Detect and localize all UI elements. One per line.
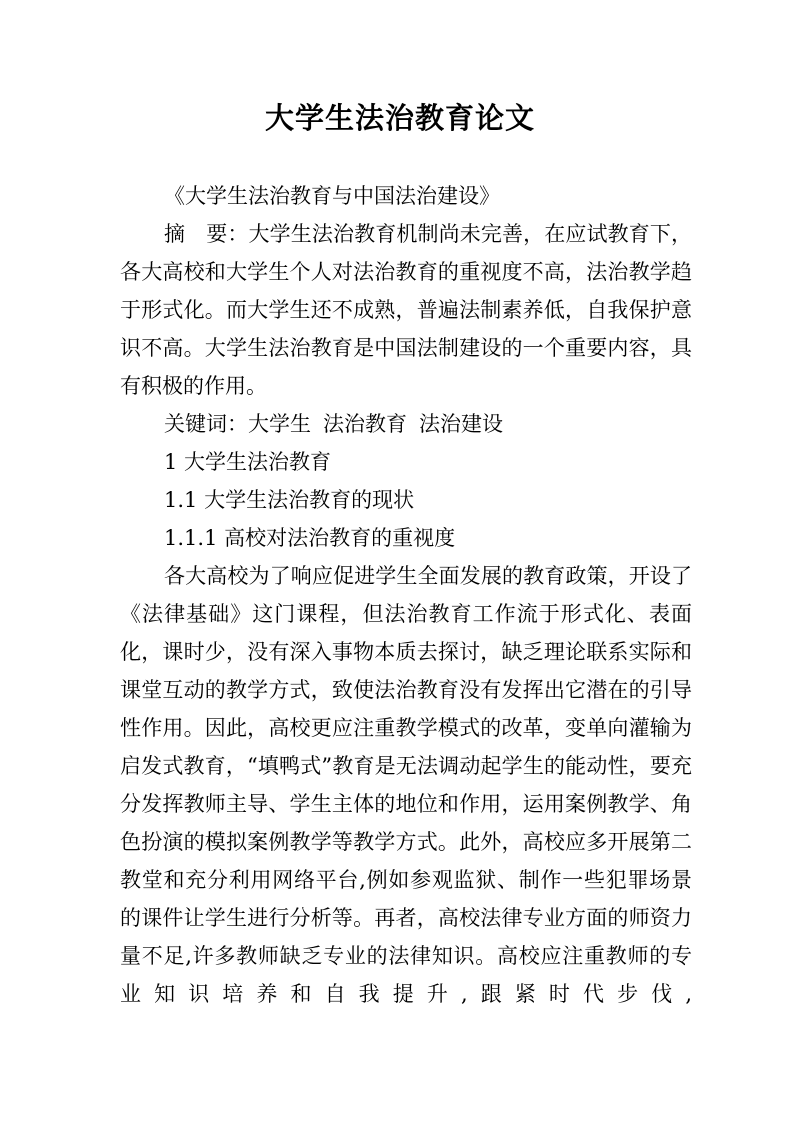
- heading-section-1-1: 1.1 大学生法治教育的现状: [164, 488, 415, 512]
- keyword-item: 法治建设: [419, 412, 503, 436]
- paper-subtitle: 《大学生法治教育与中国法治建设》: [164, 184, 500, 208]
- document-body: [120, 177, 692, 1013]
- keywords-label: 关键词：: [164, 412, 248, 436]
- body-paragraph: 各大高校为了响应促进学生全面发展的教育政策，开设了《法律基础》这门课程，但法治教育工作流于形式化、表面化，课时少，没有深入事物本质去探讨，缺乏理论联系实际和课堂互动的教学方式，致使法治教育没有发挥出它潜在的引导性作用。因此，高校更应注重教学模式的改革，变单向灌输为启发式教育，“填鸭式”教育是无法调动起学生的能动性，要充分发挥教师主导、学生主体的地位和作用，运用案例教学、角色扮演的模拟案例教学等教学方式。此外，高校应多开展第二教堂和充分利用网络平台,例如参观监狱、制作一些犯罪场景的课件让学生进行分析等。再者，高校法律专业方面的师资力量不足,许多教师缺乏专业的法律知识。高校应注重教师的专业知识培养和自我提升,跟紧时代步伐,: [120, 564, 692, 1006]
- keyword-item: 大学生: [248, 412, 311, 436]
- document-title: 大学生法治教育论文: [264, 101, 535, 135]
- abstract-text: 大学生法治教育机制尚未完善，在应试教育下，各大高校和大学生个人对法治教育的重视度不高，法治教学趋于形式化。而大学生还不成熟，普遍法制素养低，自我保护意识不高。大学生法治教育是中国法制建设的一个重要内容，具有积极的作用。: [120, 222, 692, 398]
- keyword-item: 法治教育: [323, 412, 407, 436]
- abstract-label: 摘 要：: [164, 222, 249, 246]
- heading-section-1-1-1: 1.1.1 高校对法治教育的重视度: [164, 526, 456, 550]
- heading-section-1: 1 大学生法治教育: [164, 450, 332, 474]
- keywords-line: [120, 405, 692, 443]
- abstract-paragraph: [120, 215, 692, 405]
